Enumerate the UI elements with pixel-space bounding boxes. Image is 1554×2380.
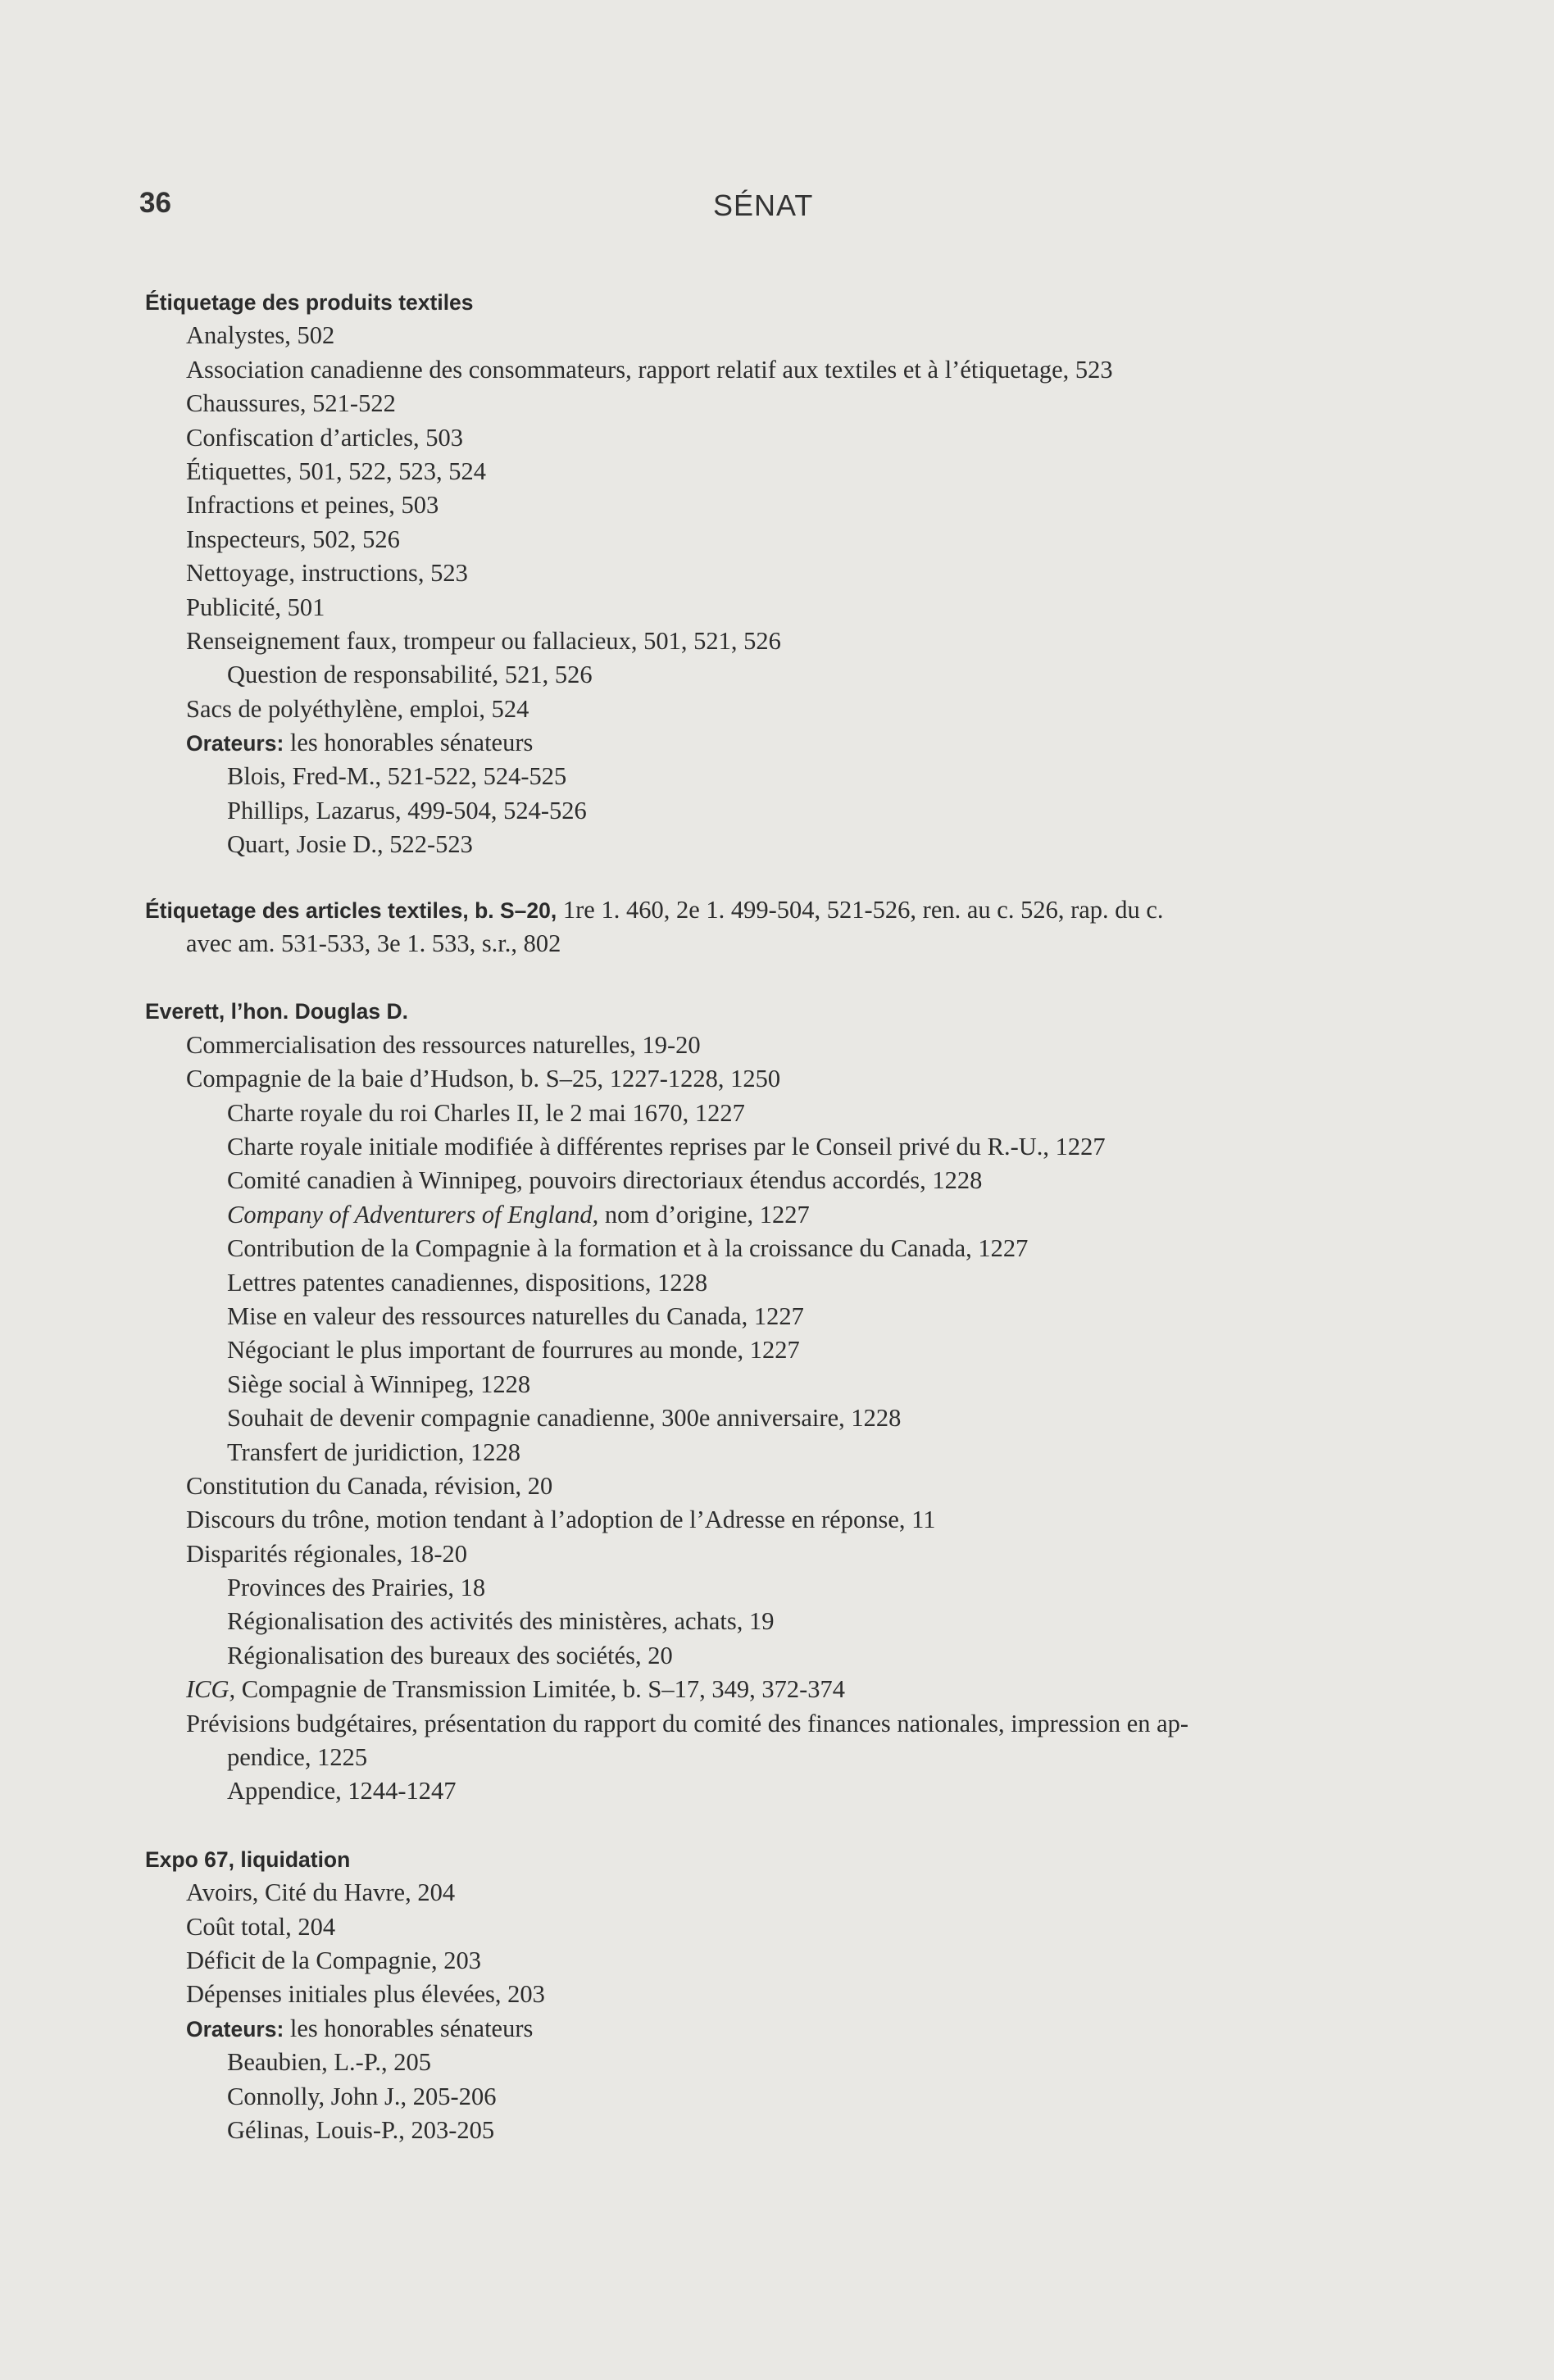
- index-subentry: Transfert de juridiction, 1228: [227, 1438, 521, 1466]
- running-title: SÉNAT: [713, 188, 814, 222]
- index-entry: Déficit de la Compagnie, 203: [186, 1946, 481, 1974]
- index-subentry: Company of Adventurers of England, nom d’origine, 1227: [227, 1200, 810, 1229]
- index-entry: Infractions et peines, 503: [186, 491, 439, 520]
- speaker-entry: Beaubien, L.-P., 205: [227, 2048, 432, 2077]
- index-subentry: Négociant le plus important de fourrures au monde, 1227: [227, 1336, 800, 1365]
- bill-entry-continued: avec am. 531-533, 3e 1. 533, s.r., 802: [186, 929, 561, 958]
- index-entry: Publicité, 501: [186, 593, 325, 621]
- index-heading: Everett, l’hon. Douglas D.: [145, 999, 408, 1024]
- index-subentry: Régionalisation des bureaux des sociétés, 20: [227, 1641, 673, 1669]
- index-subentry: Charte royale du roi Charles II, le 2 mai 1670, 1227: [227, 1098, 745, 1127]
- speaker-entry: Quart, Josie D., 522-523: [227, 830, 473, 859]
- index-subentry: Contribution de la Compagnie à la formation et à la croissance du Canada, 1227: [227, 1234, 1029, 1263]
- index-entry: Dépenses initiales plus élevées, 203: [186, 1980, 545, 2009]
- orateurs-line: Orateurs: les honorables sénateurs: [186, 2014, 534, 2042]
- index-entry: Analystes, 502: [186, 321, 335, 350]
- index-entry: Association canadienne des consommateurs, rapport relatif aux textiles et à l’étiquetage, 523: [186, 355, 1113, 384]
- index-heading: Étiquetage des produits textiles: [145, 290, 474, 315]
- index-entry: Compagnie de la baie d’Hudson, b. S–25, 1227-1228, 1250: [186, 1065, 781, 1093]
- orateurs-label: Orateurs:: [186, 731, 284, 756]
- index-entry: Discours du trône, motion tendant à l’adoption de l’Adresse en réponse, 11: [186, 1506, 936, 1534]
- index-entry: ICG, Compagnie de Transmission Limitée, b. S–17, 349, 372-374: [186, 1675, 846, 1704]
- index-entry: Disparités régionales, 18-20: [186, 1539, 468, 1568]
- index-subentry: Comité canadien à Winnipeg, pouvoirs directoriaux étendus accordés, 1228: [227, 1166, 983, 1195]
- index-entry: Coût total, 204: [186, 1912, 336, 1941]
- index-subentry: Souhait de devenir compagnie canadienne, 300e anniversaire, 1228: [227, 1404, 902, 1433]
- index-subentry: Mise en valeur des ressources naturelles du Canada, 1227: [227, 1301, 804, 1330]
- index-subentry: Lettres patentes canadiennes, dispositions, 1228: [227, 1268, 708, 1297]
- index-entry: Prévisions budgétaires, présentation du rapport du comité des finances nationales, impression en ap-: [186, 1709, 1189, 1737]
- index-subentry: Provinces des Prairies, 18: [227, 1574, 486, 1602]
- index-subentry: Siège social à Winnipeg, 1228: [227, 1369, 531, 1398]
- orateurs-line: Orateurs: les honorables sénateurs: [186, 729, 534, 757]
- index-entry: Inspecteurs, 502, 526: [186, 525, 400, 553]
- index-heading: Expo 67, liquidation: [145, 1846, 351, 1872]
- speaker-entry: Gélinas, Louis-P., 203-205: [227, 2115, 495, 2144]
- index-body: [0, 285, 1554, 2147]
- index-subentry: Appendice, 1244-1247: [227, 1777, 457, 1805]
- bill-entry: Étiquetage des articles textiles, b. S–20, 1re 1. 460, 2e 1. 499-504, 521-526, ren. au c. 526, rap. du c.: [145, 895, 1164, 924]
- index-subentry: Charte royale initiale modifiée à différentes reprises par le Conseil privé du R.-U., 1227: [227, 1132, 1106, 1160]
- index-subentry: Régionalisation des activités des ministères, achats, 19: [227, 1607, 775, 1636]
- index-entry: Confiscation d’articles, 503: [186, 423, 463, 452]
- index-entry: Nettoyage, instructions, 523: [186, 559, 468, 588]
- index-entry: Chaussures, 521-522: [186, 389, 396, 418]
- speaker-entry: Phillips, Lazarus, 499-504, 524-526: [227, 796, 587, 824]
- index-entry-continued: pendice, 1225: [227, 1743, 368, 1772]
- speaker-entry: Blois, Fred-M., 521-522, 524-525: [227, 762, 567, 791]
- index-entry: Commercialisation des ressources naturelles, 19-20: [186, 1030, 701, 1059]
- page-number: 36: [139, 187, 171, 219]
- index-entry: Avoirs, Cité du Havre, 204: [186, 1878, 456, 1907]
- index-entry: Sacs de polyéthylène, emploi, 524: [186, 694, 529, 723]
- index-entry: Constitution du Canada, révision, 20: [186, 1471, 553, 1500]
- index-subentry: Question de responsabilité, 521, 526: [227, 661, 593, 689]
- speaker-entry: Connolly, John J., 205-206: [227, 2082, 497, 2110]
- index-entry: Étiquettes, 501, 522, 523, 524: [186, 456, 486, 485]
- orateurs-label: Orateurs:: [186, 2016, 284, 2042]
- page-header: [0, 187, 1554, 236]
- index-entry: Renseignement faux, trompeur ou fallacieux, 501, 521, 526: [186, 626, 781, 655]
